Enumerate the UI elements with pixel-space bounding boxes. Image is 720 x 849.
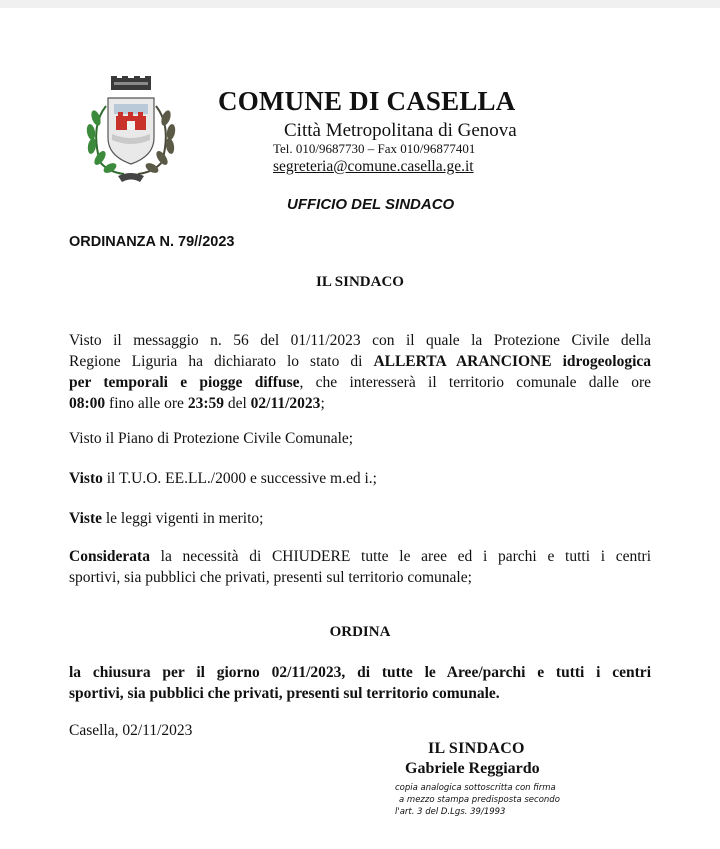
p1-line-4: 08:00 fino alle ore 23:59 del 02/11/2023; [69, 395, 325, 412]
contact-email-link[interactable]: segreteria@comune.casella.ge.it [273, 158, 474, 175]
preamble-paragraph-2: Visto il Piano di Protezione Civile Comunale; [69, 430, 354, 447]
place-date: Casella, 02/11/2023 [69, 722, 193, 739]
signature-legal-note: copia analogica sottoscritta con firma a mezzo stampa predisposta secondo l'art. 3 del D.Lgs. 39/1993 [395, 783, 560, 817]
p1-line-3: per temporali e piogge diffuse, che interesserà il territorio comunale dalle ore [69, 374, 651, 391]
order-text: la chiusura per il giorno 02/11/2023, di tutte le Aree/parchi e tutti i centri sportivi, sia pubblici che privati, presenti sul territorio comunale. [69, 664, 651, 702]
office-heading: UFFICIO DEL SINDACO [287, 196, 455, 213]
top-bar [0, 0, 720, 8]
preamble-paragraph-5: Considerata la necessità di CHIUDERE tutte le aree ed i parchi e tutti i centri sportivi, sia pubblici che privati, presenti sul territorio comunale; [69, 548, 651, 586]
mayor-heading: IL SINDACO [316, 274, 404, 290]
order-heading: ORDINA [329, 624, 391, 640]
preamble-paragraph-3: Visto il T.U.O. EE.LL./2000 e successive m.ed i.; [69, 470, 377, 487]
signature-name: Gabriele Reggiardo [405, 760, 540, 777]
municipal-crest-icon [78, 76, 184, 184]
p1-line-1: Visto il messaggio n. 56 del 01/11/2023 con il quale la Protezione Civile della [69, 332, 651, 349]
preamble-paragraph-1 [69, 330, 651, 414]
p1-line-2: Regione Liguria ha dichiarato lo stato di ALLERTA ARANCIONE idrogeologica [69, 353, 652, 370]
signature-title: IL SINDACO [428, 740, 525, 757]
preamble-paragraph-4: Viste le leggi vigenti in merito; [69, 510, 264, 527]
municipality-subtitle: Città Metropolitana di Genova [284, 120, 517, 141]
municipality-title: COMUNE DI CASELLA [218, 86, 516, 116]
ordinance-number: ORDINANZA N. 79//2023 [69, 234, 235, 250]
contact-phone-fax: Tel. 010/9687730 – Fax 010/96877401 [273, 141, 476, 156]
